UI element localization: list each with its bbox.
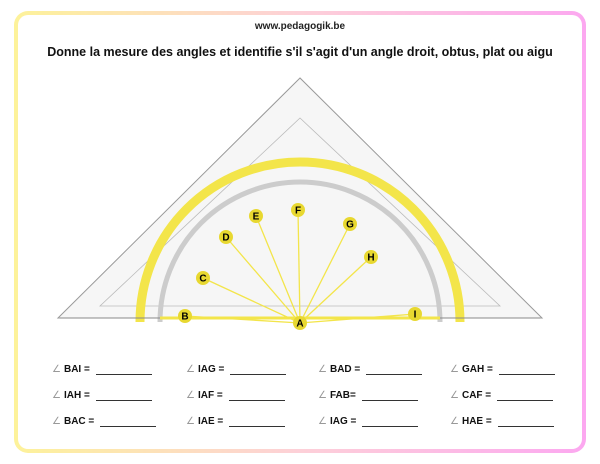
angle-label: IAH =	[63, 390, 90, 401]
point-label: H	[367, 252, 375, 264]
point-label: B	[181, 311, 189, 323]
answer-field[interactable]	[318, 390, 418, 401]
angle-icon: ∠	[52, 364, 61, 375]
point-label: A	[296, 318, 304, 330]
angle-icon: ∠	[186, 390, 195, 401]
angle-icon: ∠	[450, 416, 459, 427]
answer-blank[interactable]	[498, 417, 554, 427]
angle-label: IAG =	[197, 364, 225, 375]
answer-field[interactable]	[52, 364, 152, 375]
angle-icon: ∠	[450, 364, 459, 375]
answer-field[interactable]	[450, 416, 554, 427]
angle-label: FAB=	[329, 390, 356, 401]
angle-icon: ∠	[186, 364, 195, 375]
answer-blank[interactable]	[499, 365, 555, 375]
answer-blank[interactable]	[366, 365, 422, 375]
angle-icon: ∠	[318, 416, 327, 427]
point-label: G	[346, 219, 354, 231]
answer-field[interactable]	[450, 390, 553, 401]
answer-field[interactable]	[186, 416, 285, 427]
answer-blank[interactable]	[362, 391, 418, 401]
angle-icon: ∠	[52, 390, 61, 401]
answer-blank[interactable]	[96, 391, 152, 401]
answer-blank[interactable]	[229, 417, 285, 427]
angle-icon: ∠	[450, 390, 459, 401]
exercise-title: Donne la mesure des angles et identifie s'il s'agit d'un angle droit, obtus, plat ou aigu	[47, 45, 553, 59]
answer-blank[interactable]	[100, 417, 156, 427]
angle-label: BAD =	[329, 364, 361, 375]
angle-icon: ∠	[52, 416, 61, 427]
point-label: E	[252, 211, 260, 223]
answer-field[interactable]	[318, 364, 422, 375]
answer-field[interactable]	[450, 364, 555, 375]
angle-label: GAH =	[461, 364, 493, 375]
answer-blank[interactable]	[229, 391, 285, 401]
answer-blank[interactable]	[96, 365, 152, 375]
angle-label: BAI =	[63, 364, 90, 375]
answer-blank[interactable]	[362, 417, 418, 427]
angle-label: HAE =	[461, 416, 492, 427]
answer-field[interactable]	[318, 416, 418, 427]
point-label: I	[413, 309, 417, 321]
site-url: www.pedagogik.be	[254, 21, 346, 32]
angle-icon: ∠	[318, 390, 327, 401]
angle-label: IAF =	[197, 390, 223, 401]
answer-field[interactable]	[186, 390, 285, 401]
angle-icon: ∠	[186, 416, 195, 427]
point-label: D	[222, 232, 230, 244]
angle-label: BAC =	[63, 416, 95, 427]
answer-field[interactable]	[186, 364, 286, 375]
point-label: F	[294, 205, 302, 217]
answer-blank[interactable]	[497, 391, 553, 401]
angle-label: IAE =	[197, 416, 224, 427]
angle-label: IAG =	[329, 416, 357, 427]
answer-blank[interactable]	[230, 365, 286, 375]
angle-label: CAF =	[461, 390, 492, 401]
angle-icon: ∠	[318, 364, 327, 375]
answer-field[interactable]	[52, 416, 156, 427]
point-label: C	[199, 273, 207, 285]
answer-field[interactable]	[52, 390, 152, 401]
